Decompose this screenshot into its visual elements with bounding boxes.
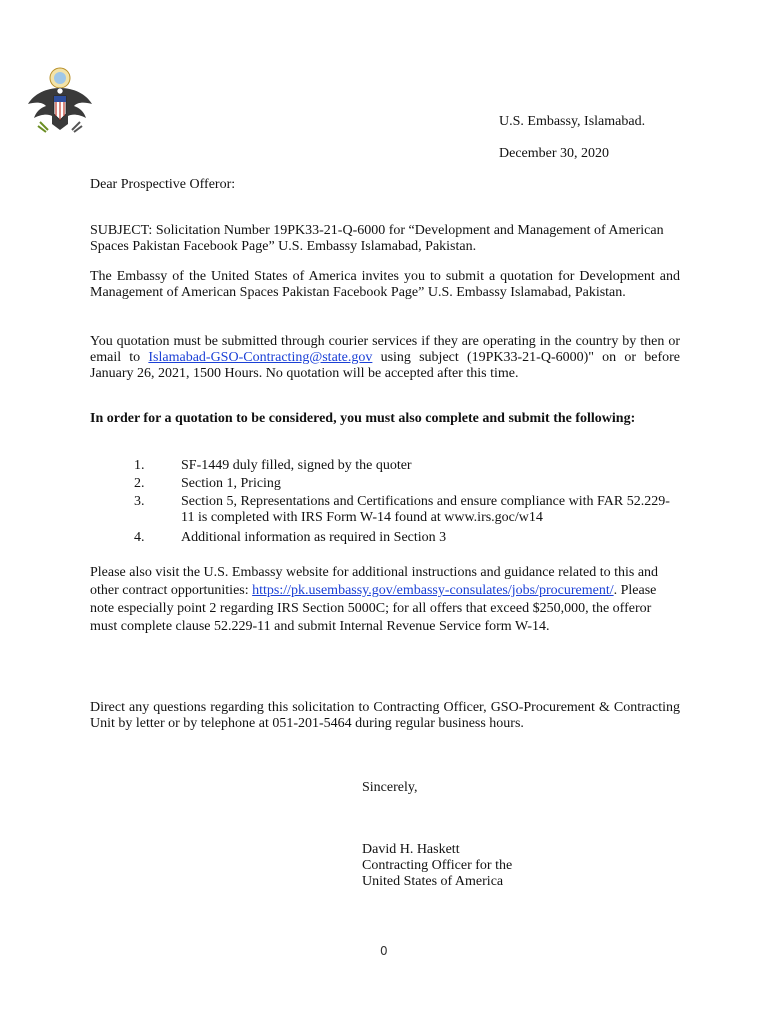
intro-paragraph: The Embassy of the United States of America invites you to submit a quotation for Development and Management of American Spaces Pakistan Facebook Page” U.S. Embassy Islamabad, Pakistan. bbox=[90, 269, 680, 300]
requirements-list bbox=[90, 458, 680, 548]
submission-text-after: using subject (19PK33-21-Q-6000)" on or before January 26, 2021, 1500 Hours. No quotation will be accepted after this time. bbox=[90, 350, 680, 381]
subject-line: SUBJECT: Solicitation Number 19PK33-21-Q-6000 for “Development and Management of American Spaces Pakistan Facebook Page” U.S. Embassy Islamabad, Pakistan. bbox=[90, 223, 664, 254]
procurement-website-link[interactable]: https://pk.usembassy.gov/embassy-consulates/jobs/procurement/ bbox=[252, 583, 614, 598]
page-number: 0 bbox=[380, 944, 388, 958]
signer-title: Contracting Officer for the bbox=[362, 858, 513, 873]
great-seal-eagle-icon bbox=[26, 64, 94, 136]
requirements-heading: In order for a quotation to be considered, you must also complete and submit the following: bbox=[90, 411, 636, 426]
list-item bbox=[90, 530, 680, 548]
closing: Sincerely, bbox=[362, 780, 418, 795]
list-item bbox=[90, 494, 680, 530]
list-item-text: Section 5, Representations and Certifications and ensure compliance with FAR 52.229-11 is completed with IRS Form W-14 found at www.irs.goc/w14 bbox=[181, 494, 670, 525]
signer-organization: United States of America bbox=[362, 874, 504, 889]
contracting-email-link[interactable]: Islamabad-GSO-Contracting@state.gov bbox=[148, 350, 373, 365]
list-item-number: 3. bbox=[134, 494, 145, 509]
list-item bbox=[90, 476, 680, 494]
signer-name: David H. Haskett bbox=[362, 842, 460, 857]
salutation: Dear Prospective Offeror: bbox=[90, 177, 236, 192]
list-item-text: SF-1449 duly filled, signed by the quoter bbox=[181, 458, 412, 473]
list-item-number: 4. bbox=[134, 530, 145, 545]
list-item-text: Additional information as required in Section 3 bbox=[181, 530, 447, 545]
questions-paragraph: Direct any questions regarding this solicitation to Contracting Officer, GSO-Procurement & Contracting Unit by letter or by telephone at 051-201-5464 during regular business hours. bbox=[90, 700, 680, 731]
sender-location: U.S. Embassy, Islamabad. bbox=[499, 114, 646, 129]
website-paragraph bbox=[90, 564, 680, 636]
website-text-after: . Please note especially point 2 regarding IRS Section 5000C; for all offers that exceed $250,000, the offeror must complete clause 52.229-11 and submit Internal Revenue Service form W-14. bbox=[90, 583, 657, 634]
submission-text-before: You quotation must be submitted through courier services if they are operating in the country by then or email to bbox=[90, 334, 680, 365]
list-item-text: Section 1, Pricing bbox=[181, 476, 281, 491]
website-text-before: Please also visit the U.S. Embassy website for additional instructions and guidance related to this and other contract opportunities: bbox=[90, 565, 659, 598]
letter-date: December 30, 2020 bbox=[499, 146, 610, 161]
list-item-number: 1. bbox=[134, 458, 145, 473]
list-item-number: 2. bbox=[134, 476, 145, 491]
submission-paragraph bbox=[90, 334, 680, 382]
list-item bbox=[90, 458, 680, 476]
